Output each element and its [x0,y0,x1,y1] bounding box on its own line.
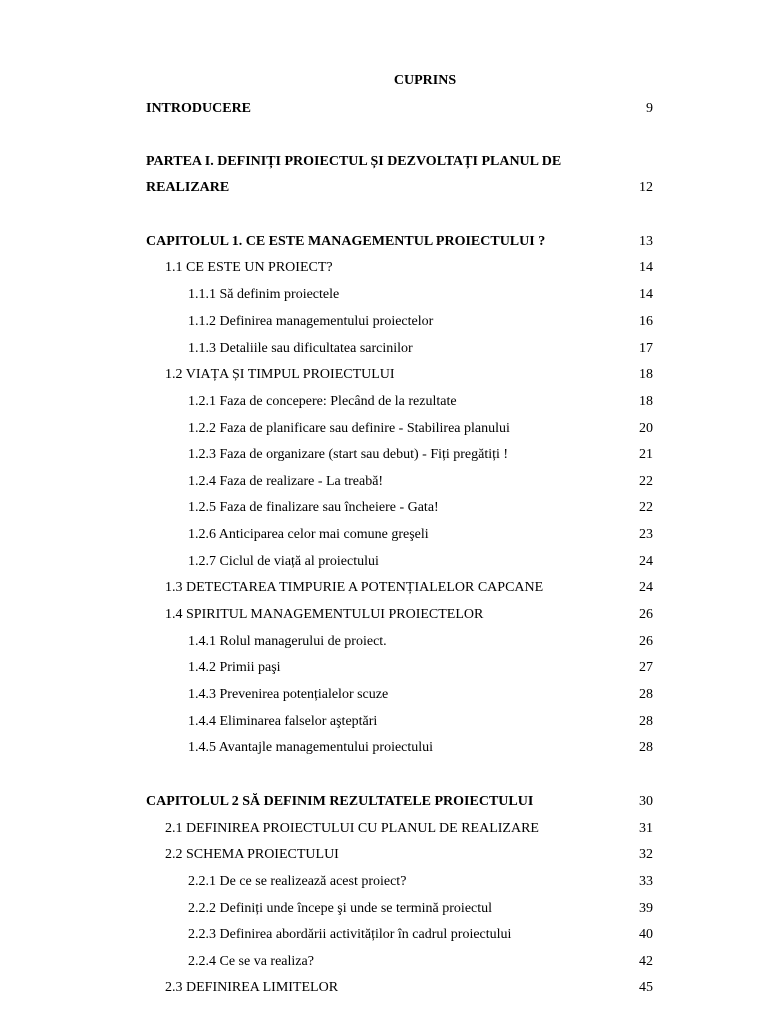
toc-entry-2-2-2[interactable] [0,899,768,919]
toc-entry-page: 22 [639,500,653,515]
toc-entry-1-4-5[interactable] [0,738,768,758]
toc-entry-2-1[interactable] [0,819,768,839]
toc-entry-page: 28 [639,714,653,729]
toc-entry-2-3[interactable] [0,978,768,998]
toc-entry-1-2-6[interactable] [0,525,768,545]
toc-entry-1-4-2[interactable] [0,658,768,678]
toc-entry-introducere[interactable] [0,99,768,119]
toc-entry-title: 1.2.1 Faza de concepere: Plecând de la rezultate [188,394,457,409]
toc-entry-title: 1.2.3 Faza de organizare (start sau debut) - Fiți pregătiți ! [188,447,509,462]
toc-entry-page: 20 [639,421,653,436]
toc-entry-page: 23 [639,527,653,542]
toc-entry-title: 1.1 CE ESTE UN PROIECT? [165,260,333,275]
toc-entry-page: 14 [639,260,653,275]
toc-entry-1-1[interactable] [0,258,768,278]
toc-entry-title: 2.3 DEFINIREA LIMITELOR [165,980,339,995]
toc-entry-title: 1.1.2 Definirea managementului proiectelor [188,314,434,329]
toc-entry-1-2-4[interactable] [0,472,768,492]
toc-entry-title: INTRODUCERE [146,101,252,116]
toc-entry-1-4-1[interactable] [0,632,768,652]
toc-entry-1-1-3[interactable] [0,339,768,359]
toc-entry-1-4-3[interactable] [0,685,768,705]
toc-entry-title: 2.2.3 Definirea abordării activităților în cadrul proiectului [188,927,512,942]
toc-entry-page: 40 [639,927,653,942]
toc-entry-title: 2.1 DEFINIREA PROIECTULUI CU PLANUL DE REALIZARE [165,821,539,836]
toc-entry-partea-1[interactable] [0,152,768,172]
toc-entry-title: 2.2.2 Definiți unde începe şi unde se termină proiectul [188,901,493,916]
toc-entry-page: 12 [639,180,653,195]
toc-entry-page: 32 [639,847,653,862]
toc-entry-title: 1.2.6 Anticiparea celor mai comune greşeli [188,527,429,542]
toc-entry-title: CAPITOLUL 2 SĂ DEFINIM REZULTATELE PROIECTULUI [146,794,534,809]
toc-entry-title: 1.2 VIAȚA ȘI TIMPUL PROIECTULUI [165,367,395,382]
toc-entry-1-2[interactable] [0,365,768,385]
toc-entry-1-2-3[interactable] [0,445,768,465]
toc-entry-page: 13 [639,234,653,249]
toc-entry-page: 18 [639,394,653,409]
toc-entry-capitolul-1[interactable] [0,232,768,252]
toc-entry-title: PARTEA I. DEFINIȚI PROIECTUL ȘI DEZVOLTAȚI PLANUL DE [146,154,562,169]
toc-entry-page: 31 [639,821,653,836]
toc-entry-page: 27 [639,660,653,675]
toc-entry-partea-1-cont[interactable] [0,178,768,198]
toc-entry-title: CAPITOLUL 1. CE ESTE MANAGEMENTUL PROIECTULUI ? [146,234,546,249]
toc-entry-title: 1.2.7 Ciclul de viață al proiectului [188,554,379,569]
toc-entry-title: 1.4.1 Rolul managerului de proiect. [188,634,387,649]
toc-entry-page: 39 [639,901,653,916]
toc-entry-title: 1.4.4 Eliminarea falselor aşteptări [188,714,378,729]
toc-entry-title: 1.4 SPIRITUL MANAGEMENTULUI PROIECTELOR [165,607,484,622]
toc-entry-1-2-1[interactable] [0,392,768,412]
toc-entry-1-2-7[interactable] [0,552,768,572]
toc-entry-page: 28 [639,740,653,755]
toc-entry-title: 2.2.1 De ce se realizează acest proiect? [188,874,407,889]
toc-entry-1-3[interactable] [0,578,768,598]
toc-entry-title: REALIZARE [146,180,230,195]
toc-entry-1-4[interactable] [0,605,768,625]
toc-entry-2-2[interactable] [0,845,768,865]
toc-entry-title: 1.4.3 Prevenirea potențialelor scuze [188,687,389,702]
toc-entry-1-2-5[interactable] [0,498,768,518]
toc-entry-page: 17 [639,341,653,356]
toc-entry-page: 33 [639,874,653,889]
toc-entry-page: 24 [639,580,653,595]
toc-entry-title: 1.1.3 Detaliile sau dificultatea sarcinilor [188,341,413,356]
toc-entry-title: 1.3 DETECTAREA TIMPURIE A POTENȚIALELOR CAPCANE [165,580,544,595]
toc-entry-title: 1.2.5 Faza de finalizare sau încheiere - Gata! [188,500,439,515]
toc-entry-title: 1.2.4 Faza de realizare - La treabă! [188,474,384,489]
toc-entry-page: 22 [639,474,653,489]
toc-entry-page: 14 [639,287,653,302]
toc-entry-title: 2.2 SCHEMA PROIECTULUI [165,847,339,862]
page-title: CUPRINS [393,73,457,88]
toc-entry-title: 1.1.1 Să definim proiectele [188,287,340,302]
toc-entry-1-2-2[interactable] [0,419,768,439]
toc-entry-1-4-4[interactable] [0,712,768,732]
toc-entry-page: 18 [639,367,653,382]
toc-entry-page: 42 [639,954,653,969]
toc-entry-title: 1.4.5 Avantajle managementului proiectului [188,740,434,755]
toc-entry-1-1-2[interactable] [0,312,768,332]
toc-entry-2-2-4[interactable] [0,952,768,972]
toc-entry-page: 45 [639,980,653,995]
toc-entry-page: 30 [639,794,653,809]
toc-entry-capitolul-2[interactable] [0,792,768,812]
toc-entry-page: 21 [639,447,653,462]
toc-entry-page: 28 [639,687,653,702]
toc-entry-title: 1.2.2 Faza de planificare sau definire - Stabilirea planului [188,421,510,436]
toc-entry-title: 2.2.4 Ce se va realiza? [188,954,314,969]
toc-entry-1-1-1[interactable] [0,285,768,305]
toc-entry-page: 9 [646,101,653,116]
toc-entry-page: 24 [639,554,653,569]
toc-entry-title: 1.4.2 Primii paşi [188,660,281,675]
toc-entry-page: 26 [639,607,653,622]
toc-entry-2-2-3[interactable] [0,925,768,945]
toc-entry-page: 26 [639,634,653,649]
toc-entry-page: 16 [639,314,653,329]
toc-entry-2-2-1[interactable] [0,872,768,892]
